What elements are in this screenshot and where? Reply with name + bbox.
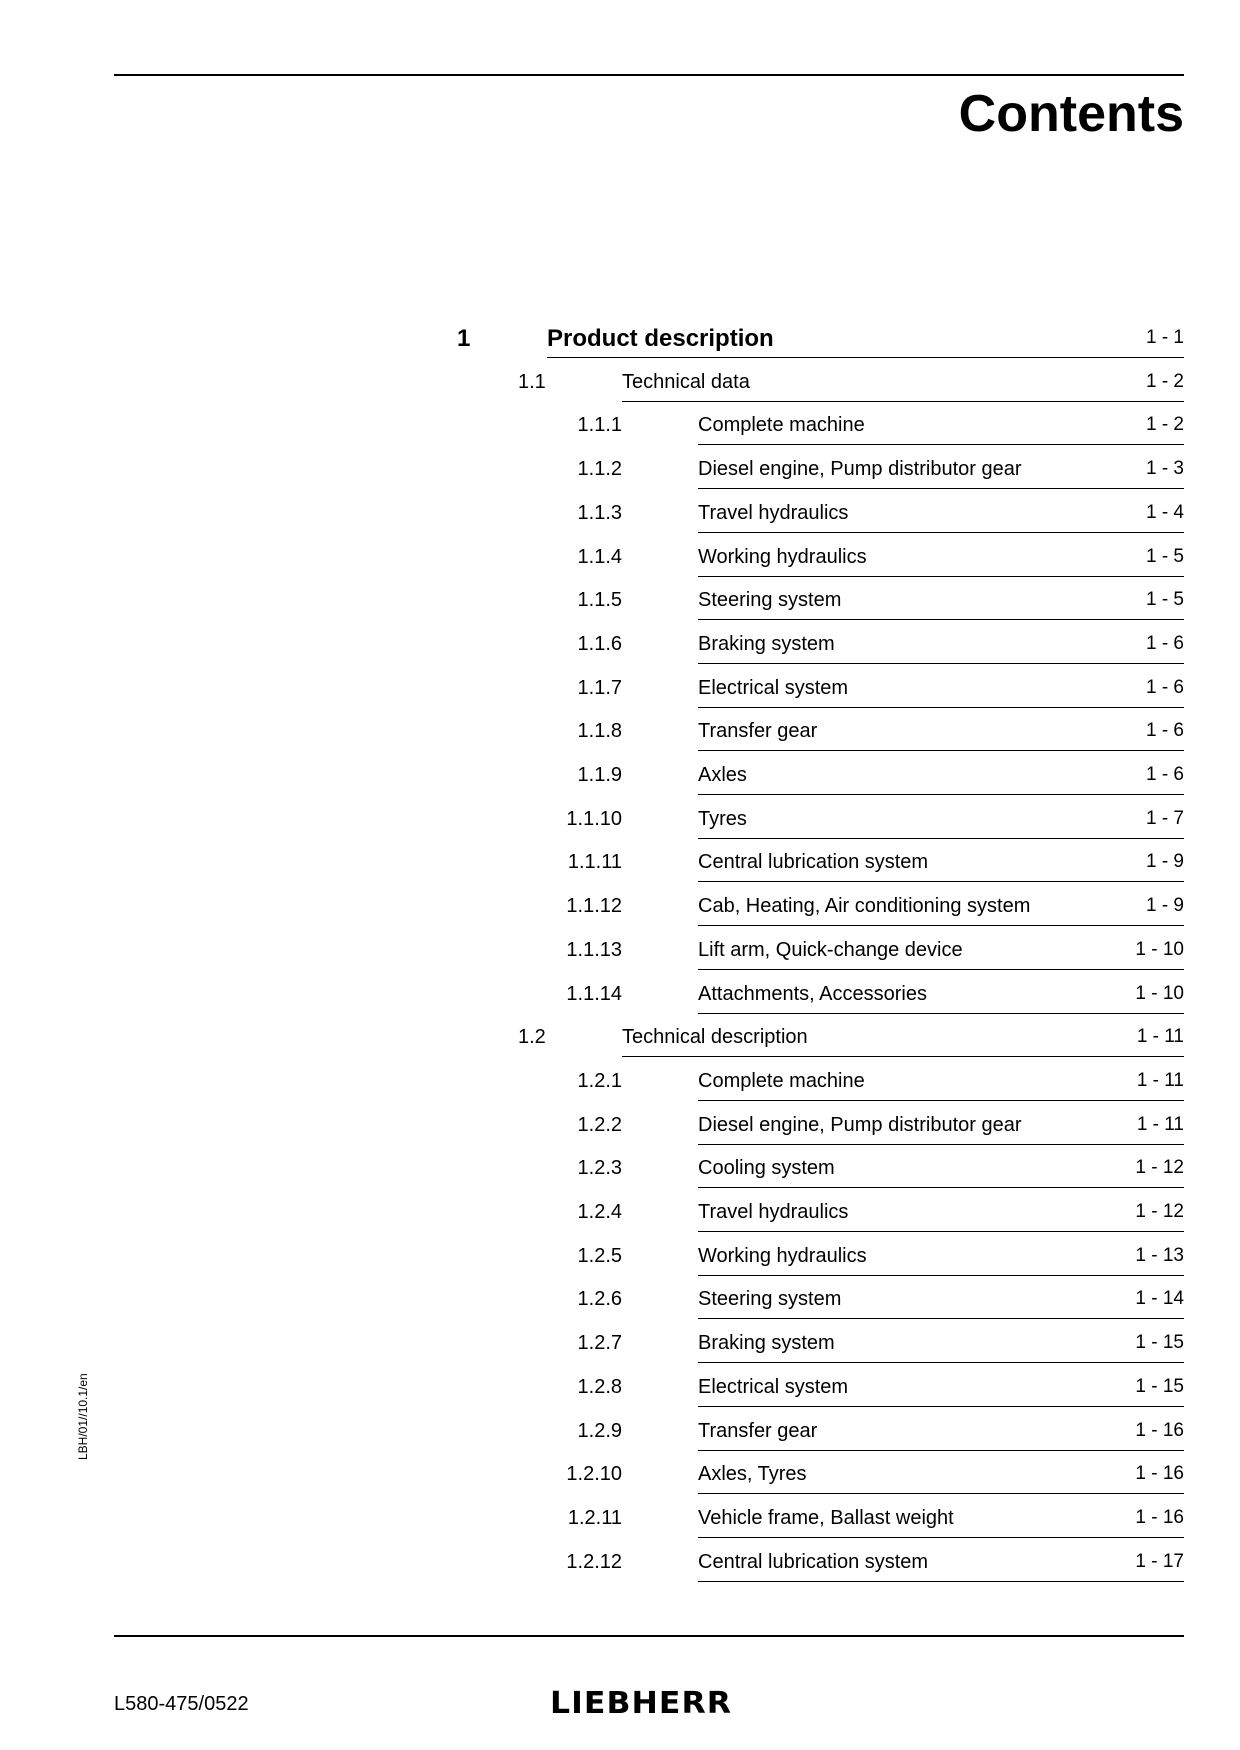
toc-entry-page[interactable]: 1 - 11: [1136, 1026, 1184, 1048]
toc-entry-number: 1.2.1: [577, 1069, 622, 1092]
toc-entry[interactable]: [0, 314, 1240, 358]
toc-entry-title[interactable]: Tyres: [698, 807, 747, 830]
toc-entry-page[interactable]: 1 - 5: [1145, 545, 1184, 567]
toc-entry-page[interactable]: 1 - 6: [1145, 632, 1184, 654]
toc-entry[interactable]: [0, 576, 1240, 620]
toc-entry-number: 1.1.12: [566, 895, 622, 918]
toc-entry-title[interactable]: Braking system: [698, 632, 835, 655]
toc-entry[interactable]: [0, 620, 1240, 664]
toc-entry[interactable]: [0, 970, 1240, 1014]
toc-entry-page[interactable]: 1 - 15: [1135, 1375, 1184, 1397]
toc-entry[interactable]: [0, 401, 1240, 445]
toc-entry-title[interactable]: Central lubrication system: [698, 851, 929, 874]
toc-entry-number: 1.1.13: [566, 938, 622, 961]
toc-entry[interactable]: [0, 489, 1240, 533]
toc-entry-page[interactable]: 1 - 7: [1145, 807, 1184, 829]
toc-entry-number: 1.1.8: [577, 720, 622, 743]
toc-entry[interactable]: [0, 1144, 1240, 1188]
toc-entry-number: 1.2.11: [567, 1506, 622, 1529]
toc-entry-title[interactable]: Diesel engine, Pump distributor gear: [698, 458, 1022, 481]
toc-entry-page[interactable]: 1 - 16: [1135, 1419, 1184, 1441]
toc-entry-page[interactable]: 1 - 6: [1145, 764, 1184, 785]
toc-entry[interactable]: [0, 1319, 1240, 1363]
toc-entry[interactable]: [0, 1275, 1240, 1319]
toc-entry-title[interactable]: Complete machine: [698, 414, 865, 437]
toc-entry-number: 1.1.3: [577, 501, 622, 524]
toc-entry-title[interactable]: Vehicle frame, Ballast weight: [698, 1506, 954, 1529]
toc-entry[interactable]: [0, 882, 1240, 926]
toc-entry-title[interactable]: Steering system: [698, 589, 842, 612]
toc-entry[interactable]: [0, 358, 1240, 402]
toc-entry-title[interactable]: Diesel engine, Pump distributor gear: [698, 1113, 1022, 1136]
toc-entry-title[interactable]: Technical description: [622, 1026, 808, 1049]
toc-entry-title[interactable]: Complete machine: [698, 1069, 865, 1092]
toc-entry-number: 1.2.3: [577, 1157, 622, 1180]
toc-entry-page[interactable]: 1 - 6: [1145, 676, 1184, 698]
toc-entry-page[interactable]: 1 - 16: [1135, 1463, 1184, 1485]
toc-entry-number: 1.1.4: [577, 545, 622, 568]
toc-entry-number: 1.1.7: [577, 676, 622, 699]
toc-entry[interactable]: [0, 1057, 1240, 1101]
toc-entry-number: 1.1: [518, 370, 546, 393]
toc-entry-number: 1.2: [518, 1026, 546, 1049]
toc-entry-page[interactable]: 1 - 16: [1135, 1506, 1184, 1528]
toc-entry-page[interactable]: 1 - 11: [1136, 1113, 1184, 1135]
toc-entry[interactable]: [0, 707, 1240, 751]
toc-entry-number: 1: [457, 325, 471, 352]
toc-entry-number: 1.1.1: [577, 414, 622, 437]
toc-entry-number: 1.2.8: [577, 1375, 622, 1398]
toc-entry-title[interactable]: Travel hydraulics: [698, 501, 849, 524]
toc-entry-page[interactable]: 1 - 4: [1145, 501, 1184, 523]
toc-entry-number: 1.1.14: [566, 982, 622, 1005]
toc-entry-page[interactable]: 1 - 12: [1135, 1201, 1184, 1222]
toc-entry[interactable]: [0, 1363, 1240, 1407]
toc-entry-page[interactable]: 1 - 9: [1145, 895, 1184, 917]
toc-entry-page[interactable]: 1 - 5: [1145, 589, 1184, 611]
toc-entry[interactable]: [0, 795, 1240, 839]
toc-entry-number: 1.1.10: [566, 807, 622, 830]
toc-entry-title[interactable]: Transfer gear: [698, 1419, 818, 1442]
toc-entry[interactable]: [0, 1450, 1240, 1494]
toc-entry-title[interactable]: Axles: [698, 764, 747, 786]
page-title: Contents: [958, 85, 1184, 143]
toc-entry-page[interactable]: 1 - 12: [1135, 1157, 1184, 1179]
toc-entry-page[interactable]: 1 - 14: [1135, 1288, 1184, 1310]
toc-entry[interactable]: [0, 664, 1240, 708]
toc-entry-title[interactable]: Attachments, Accessories: [698, 982, 927, 1005]
toc-entry-number: 1.1.9: [577, 764, 622, 786]
toc-entry-page[interactable]: 1 - 13: [1135, 1244, 1184, 1266]
toc-entry-number: 1.2.5: [577, 1244, 622, 1267]
toc-entry-title[interactable]: Electrical system: [698, 676, 849, 699]
liebherr-logo: LIEBHERR: [550, 1686, 733, 1721]
side-document-code: LBH/01//10.1/en: [76, 1373, 90, 1460]
toc-entry[interactable]: [0, 1538, 1240, 1582]
toc-entry-title[interactable]: Cooling system: [698, 1157, 835, 1180]
toc-entry[interactable]: [0, 1013, 1240, 1057]
toc-entry-number: 1.1.2: [577, 458, 622, 481]
toc-entry-title[interactable]: Electrical system: [698, 1375, 849, 1398]
toc-entry-page[interactable]: 1 - 10: [1135, 982, 1184, 1004]
toc-entry-title[interactable]: Lift arm, Quick-change device: [698, 938, 963, 961]
toc-entry-title[interactable]: Technical data: [622, 370, 750, 393]
toc-entry-title[interactable]: Cab, Heating, Air conditioning system: [698, 895, 1031, 918]
toc-entry[interactable]: [0, 1407, 1240, 1451]
toc-entry-number: 1.2.4: [577, 1201, 622, 1223]
toc-entry[interactable]: [0, 1494, 1240, 1538]
toc-entry-page[interactable]: 1 - 15: [1135, 1332, 1184, 1354]
toc-entry-number: 1.1.5: [577, 589, 622, 612]
toc-entry-page[interactable]: 1 - 1: [1145, 327, 1184, 348]
toc-entry[interactable]: [0, 533, 1240, 577]
toc-entry[interactable]: [0, 926, 1240, 970]
toc-entry-number: 1.2.10: [566, 1463, 622, 1486]
toc-entry[interactable]: [0, 838, 1240, 882]
toc-entry-number: 1.1.11: [567, 851, 622, 874]
toc-entry-page[interactable]: 1 - 3: [1145, 458, 1184, 480]
footer-rule: [114, 1635, 1184, 1637]
toc-entry-title[interactable]: Transfer gear: [698, 720, 818, 743]
toc-entry-page[interactable]: 1 - 11: [1136, 1069, 1184, 1091]
toc-entry-title[interactable]: Steering system: [698, 1288, 842, 1311]
toc-entry-number: 1.2.7: [577, 1332, 622, 1355]
toc-entry-page[interactable]: 1 - 2: [1145, 414, 1184, 436]
toc-entry-number: 1.2.2: [577, 1113, 622, 1136]
toc-entry[interactable]: [0, 751, 1240, 795]
toc-entry[interactable]: [0, 1188, 1240, 1232]
toc-entry-title[interactable]: Travel hydraulics: [698, 1201, 849, 1223]
document-code: L580-475/0522: [114, 1693, 249, 1715]
toc-entry-page[interactable]: 1 - 10: [1135, 938, 1184, 960]
toc-entry-number: 1.2.6: [577, 1288, 622, 1311]
toc-entry-title[interactable]: Working hydraulics: [698, 545, 867, 568]
toc-entry-title[interactable]: Working hydraulics: [698, 1244, 867, 1267]
toc-entry-title[interactable]: Central lubrication system: [698, 1550, 929, 1573]
toc-entry-page[interactable]: 1 - 9: [1145, 851, 1184, 873]
toc-entry-number: 1.2.12: [566, 1550, 622, 1573]
toc-entry-title[interactable]: Axles, Tyres: [698, 1463, 807, 1486]
toc-entry-underline: [698, 1581, 1184, 1582]
toc-entry-number: 1.2.9: [577, 1419, 622, 1442]
toc-entry[interactable]: [0, 445, 1240, 489]
toc-entry-title[interactable]: Braking system: [698, 1332, 835, 1355]
toc-entry[interactable]: [0, 1101, 1240, 1145]
toc-entry-number: 1.1.6: [577, 632, 622, 655]
toc-entry-page[interactable]: 1 - 17: [1135, 1550, 1184, 1572]
toc-entry-title[interactable]: Product description: [547, 325, 774, 352]
toc-entry-page[interactable]: 1 - 2: [1145, 370, 1184, 392]
toc-entry-page[interactable]: 1 - 6: [1145, 720, 1184, 742]
toc-entry[interactable]: [0, 1232, 1240, 1276]
